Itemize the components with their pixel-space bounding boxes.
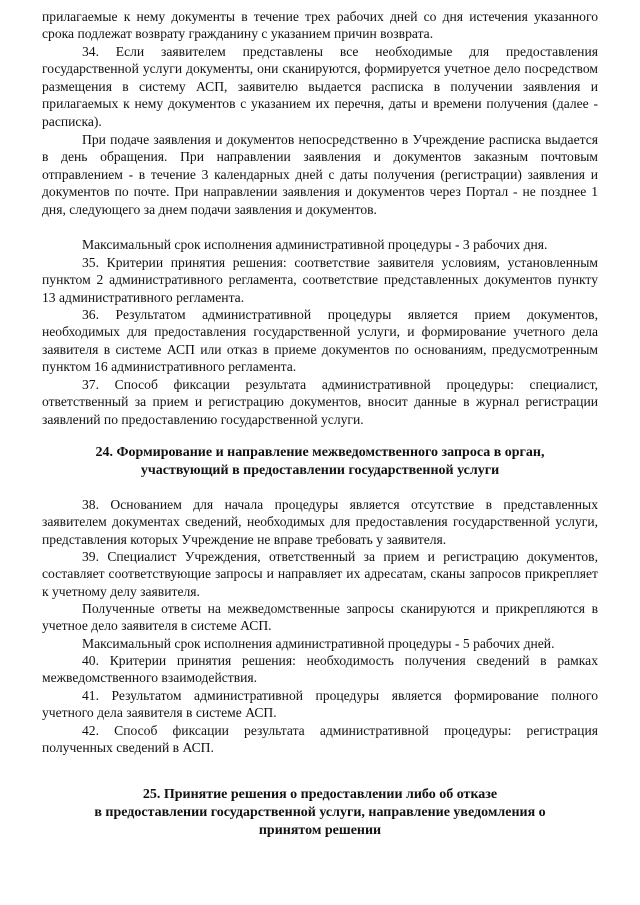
paragraph-41: 41. Результатом административной процедуры является формирование полного учетного дела заявителя в системе АСП. [42,688,598,721]
paragraph-40: 40. Критерии принятия решения: необходимость получения сведений в рамках межведомственного взаимодействия. [42,653,598,686]
heading-24-line-2: участвующий в предоставлении государственной услуги [140,463,500,478]
heading-24-line-1: 24. Формирование и направление межведомственного запроса в орган, [95,445,545,460]
heading-25-line-2: в предоставлении государственной услуги, направление уведомления о [94,805,546,820]
paragraph-39: 39. Специалист Учреждения, ответственный за прием и регистрацию документов, составляет соответствующие запросы и направляет их адресатам, сканы запросов прикрепляет к учетному делу заявителя. [42,549,598,599]
paragraph-max-term-3: Максимальный срок исполнения административной процедуры - 3 рабочих дня. [82,237,548,252]
paragraph-continuation: прилагаемые к нему документы в течение трех рабочих дней со дня истечения указанного срока подлежат возврату гражданину с указанием причин возврата. [42,9,598,42]
paragraph-35: 35. Критерии принятия решения: соответствие заявителя условиям, установленным пунктом 2 административного регламента, соответствие представленных документов пункту 13 административного регламента. [42,255,598,305]
heading-section-25 [42,786,598,840]
paragraph-38: 38. Основанием для начала процедуры является отсутствие в представленных заявителем документах сведений, необходимых для предоставления государственной услуги, представления которых Учреждение не вправе требовать у заявителя. [42,497,598,547]
paragraph-max-term-5: Максимальный срок исполнения административной процедуры - 5 рабочих дней. [82,636,555,651]
heading-25-line-3: принятом решении [258,823,382,838]
paragraph-responses: Полученные ответы на межведомственные запросы сканируются и прикрепляются в учетное дело заявителя в системе АСП. [42,601,598,634]
paragraph-34: 34. Если заявителем представлены все необходимые для предоставления государственной услуги документы, они сканируются, формируется учетное дело посредством размещения в систему АСП, заявителю выдается расписка в получении заявления и прилагаемых к нему документов с указанием их перечня, даты и времени получения (далее - расписка). [42,44,598,129]
heading-25-line-1: 25. Принятие решения о предоставлении либо об отказе [142,787,498,802]
paragraph-36: 36. Результатом административной процедуры является прием документов, необходимых для предоставления государственной услуги, и формирование учетного дела заявителя в системе АСП или отказ в приеме документов по основаниям, предусмотренным пунктом 16 административного регламента. [42,307,598,375]
paragraph-37: 37. Способ фиксации результата административной процедуры: специалист, ответственный за прием и регистрацию документов, вносит данные в журнал регистрации заявлений по предоставлению государственной услуги. [42,377,598,427]
paragraph-42: 42. Способ фиксации результата административной процедуры: регистрация полученных сведений в АСП. [42,723,598,756]
paragraph-34-receipt: При подаче заявления и документов непосредственно в Учреждение расписка выдается в день обращения. При направлении заявления и документов заказным почтовым отправлением - в течение 3 календарных дней с даты получения (регистрации) заявления и документов по почте. При направлении заявления и документов через Портал - не позднее 1 дня, следующего за днем подачи заявления и документов. [42,132,598,217]
heading-section-24 [42,444,598,480]
